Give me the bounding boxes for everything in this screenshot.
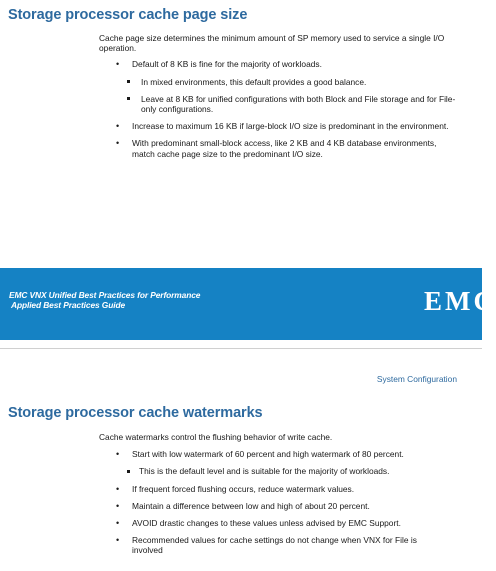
section-header-label: System Configuration [376, 374, 457, 384]
bullet-list [99, 59, 459, 69]
bullet-list [99, 484, 459, 556]
section-body-cache-page-size [99, 33, 459, 159]
list-item: • Increase to maximum 16 KB if large-block I/O size is predominant in the environment. [99, 121, 459, 131]
list-item: This is the default level and is suitable for the majority of workloads. [99, 466, 459, 476]
footer-banner [0, 268, 496, 340]
page-title-cache-watermarks: Storage processor cache watermarks [8, 405, 263, 421]
intro-paragraph: Cache watermarks control the flushing behavior of write cache. [99, 432, 333, 442]
list-item: In mixed environments, this default provides a good balance. [99, 77, 459, 87]
page-gap [0, 340, 482, 348]
list-item: • Start with low watermark of 60 percent and high watermark of 80 percent. [99, 449, 459, 459]
emc-logo: EMC [424, 286, 496, 316]
intro-paragraph: Cache page size determines the minimum amount of SP memory used to service a single I/O operation. [99, 33, 445, 54]
list-item: • AVOID drastic changes to these values unless advised by EMC Support. [99, 518, 459, 528]
banner-title: EMC VNX Unified Best Practices for Performance [9, 290, 201, 300]
sub-bullet-list [99, 466, 459, 476]
section-body-cache-watermarks [99, 432, 459, 556]
page-divider [0, 348, 482, 349]
list-item: • Default of 8 KB is fine for the majority of workloads. [99, 59, 459, 69]
list-item: • With predominant small-block access, like 2 KB and 4 KB database environments, match cache page size to the predominant I/O size. [99, 138, 459, 158]
bullet-list [99, 449, 459, 459]
list-item: • If frequent forced flushing occurs, reduce watermark values. [99, 484, 459, 494]
list-item: • Recommended values for cache settings do not change when VNX for File is involved [99, 535, 459, 555]
sub-bullet-list [99, 77, 459, 115]
list-item: • Maintain a difference between low and high of about 20 percent. [99, 501, 459, 511]
banner-subtitle: Applied Best Practices Guide [11, 300, 126, 310]
list-item: Leave at 8 KB for unified configurations with both Block and File storage and for File-only configurations. [99, 94, 459, 114]
bullet-list [99, 121, 459, 159]
page-title-cache-page-size: Storage processor cache page size [8, 7, 248, 23]
